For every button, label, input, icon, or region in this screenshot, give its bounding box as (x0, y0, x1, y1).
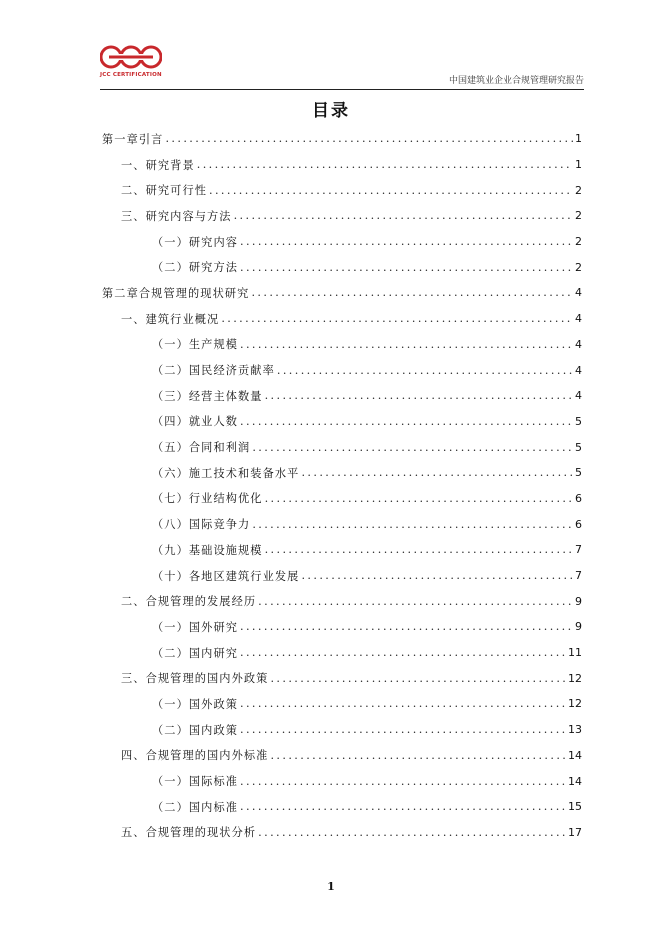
toc-entry-page: 6 (575, 491, 582, 505)
toc-entry-title: 四、合规管理的国内外标准 (121, 749, 269, 763)
toc-entry[interactable] (102, 717, 582, 743)
toc-entry-page: 12 (568, 671, 582, 685)
toc-entry-page: 4 (575, 337, 582, 351)
toc-entry-title: 二、合规管理的发展经历 (121, 595, 257, 609)
toc-entry-title: （一）研究内容 (152, 235, 239, 249)
toc-dot-leader (277, 364, 573, 377)
toc-entry-title: （二）国内标准 (152, 800, 239, 814)
toc-entry-title: （一）生产规模 (152, 338, 239, 352)
toc-entry[interactable] (102, 820, 582, 846)
toc-entry-page: 12 (568, 697, 582, 711)
toc-entry-title: （二）国内研究 (152, 646, 239, 660)
table-of-contents (102, 126, 582, 845)
toc-entry[interactable] (102, 665, 582, 691)
toc-dot-leader (240, 235, 573, 248)
toc-entry[interactable] (102, 768, 582, 794)
toc-entry-title: （四）就业人数 (152, 415, 239, 429)
toc-entry[interactable] (102, 332, 582, 358)
toc-entry-page: 14 (568, 774, 582, 788)
toc-entry-title: 三、研究内容与方法 (121, 209, 232, 223)
toc-entry[interactable] (102, 126, 582, 152)
toc-entry[interactable] (102, 614, 582, 640)
toc-entry[interactable] (102, 357, 582, 383)
header-divider (100, 89, 584, 90)
toc-dot-leader (251, 286, 573, 299)
toc-entry-page: 2 (575, 260, 582, 274)
toc-entry[interactable] (102, 460, 582, 486)
toc-entry-title: （十）各地区建筑行业发展 (152, 569, 300, 583)
toc-dot-leader (240, 723, 566, 736)
toc-entry-page: 17 (568, 825, 582, 839)
toc-entry-title: 第二章合规管理的现状研究 (102, 286, 250, 300)
toc-entry[interactable] (102, 434, 582, 460)
toc-entry-title: 一、研究背景 (121, 158, 195, 172)
toc-entry-page: 1 (575, 158, 582, 172)
toc-entry[interactable] (102, 743, 582, 769)
toc-entry-page: 7 (575, 543, 582, 557)
toc-entry-title: 二、研究可行性 (121, 184, 208, 198)
toc-dot-leader (240, 338, 573, 351)
toc-entry[interactable] (102, 177, 582, 203)
toc-entry[interactable] (102, 229, 582, 255)
toc-dot-leader (197, 158, 573, 171)
toc-entry-title: （六）施工技术和装备水平 (152, 466, 300, 480)
toc-entry[interactable] (102, 409, 582, 435)
toc-entry-title: （一）国外研究 (152, 620, 239, 634)
toc-dot-leader (240, 800, 566, 813)
toc-entry-page: 6 (575, 517, 582, 531)
toc-entry-page: 5 (575, 440, 582, 454)
toc-entry[interactable] (102, 537, 582, 563)
toc-entry-page: 15 (568, 800, 582, 814)
toc-dot-leader (234, 209, 573, 222)
toc-entry[interactable] (102, 383, 582, 409)
toc-entry-page: 5 (575, 414, 582, 428)
toc-dot-leader (252, 518, 573, 531)
toc-entry[interactable] (102, 511, 582, 537)
toc-dot-leader (240, 620, 573, 633)
toc-entry[interactable] (102, 306, 582, 332)
toc-entry-page: 13 (568, 723, 582, 737)
header-document-title: 中国建筑业企业合规管理研究报告 (448, 76, 584, 86)
toc-entry-page: 4 (575, 312, 582, 326)
toc-dot-leader (165, 132, 573, 145)
toc-entry[interactable] (102, 486, 582, 512)
toc-entry-title: （一）国际标准 (152, 775, 239, 789)
toc-entry-page: 5 (575, 466, 582, 480)
toc-entry-title: 一、建筑行业概况 (121, 312, 220, 326)
toc-entry-page: 4 (575, 363, 582, 377)
toc-dot-leader (265, 543, 573, 556)
toc-entry-title: （七）行业结构优化 (152, 492, 263, 506)
toc-entry-title: （九）基础设施规模 (152, 543, 263, 557)
page-header (100, 42, 584, 88)
toc-entry-page: 14 (568, 748, 582, 762)
toc-entry-title: （二）国民经济贡献率 (152, 364, 275, 378)
jcc-logo-icon (100, 42, 162, 86)
toc-entry-page: 7 (575, 569, 582, 583)
toc-entry-page: 2 (575, 235, 582, 249)
toc-dot-leader (301, 466, 573, 479)
toc-entry[interactable] (102, 588, 582, 614)
logo-text: JCC CERTIFICATION (100, 72, 162, 78)
toc-entry-page: 1 (575, 132, 582, 146)
page-number: 1 (327, 880, 335, 893)
toc-entry-title: 五、合规管理的现状分析 (121, 826, 257, 840)
toc-entry-title: （二）国内政策 (152, 723, 239, 737)
toc-entry[interactable] (102, 152, 582, 178)
page-title: 目录 (312, 101, 350, 121)
toc-dot-leader (240, 775, 566, 788)
toc-dot-leader (270, 672, 566, 685)
toc-dot-leader (270, 749, 566, 762)
toc-dot-leader (265, 389, 573, 402)
toc-entry-title: 三、合规管理的国内外政策 (121, 672, 269, 686)
toc-entry[interactable] (102, 563, 582, 589)
toc-dot-leader (209, 184, 573, 197)
toc-entry[interactable] (102, 794, 582, 820)
toc-entry-title: （八）国际竞争力 (152, 518, 251, 532)
toc-entry-page: 9 (575, 620, 582, 634)
toc-entry[interactable] (102, 691, 582, 717)
toc-dot-leader (240, 261, 573, 274)
toc-entry-title: （二）研究方法 (152, 261, 239, 275)
toc-entry-page: 4 (575, 286, 582, 300)
toc-entry-title: （一）国外政策 (152, 697, 239, 711)
toc-entry-page: 2 (575, 183, 582, 197)
toc-entry[interactable] (102, 280, 582, 306)
toc-dot-leader (301, 569, 573, 582)
toc-entry[interactable] (102, 203, 582, 229)
toc-entry[interactable] (102, 254, 582, 280)
toc-entry-page: 9 (575, 594, 582, 608)
toc-dot-leader (240, 697, 566, 710)
toc-dot-leader (240, 415, 573, 428)
toc-entry-title: （三）经营主体数量 (152, 389, 263, 403)
toc-dot-leader (252, 441, 573, 454)
toc-entry[interactable] (102, 640, 582, 666)
toc-dot-leader (221, 312, 573, 325)
toc-dot-leader (265, 492, 573, 505)
toc-entry-page: 11 (568, 646, 582, 660)
toc-entry-page: 2 (575, 209, 582, 223)
toc-entry-title: 第一章引言 (102, 132, 164, 146)
toc-dot-leader (258, 826, 566, 839)
toc-dot-leader (240, 646, 566, 659)
toc-dot-leader (258, 595, 573, 608)
toc-entry-title: （五）合同和利润 (152, 441, 251, 455)
toc-entry-page: 4 (575, 389, 582, 403)
